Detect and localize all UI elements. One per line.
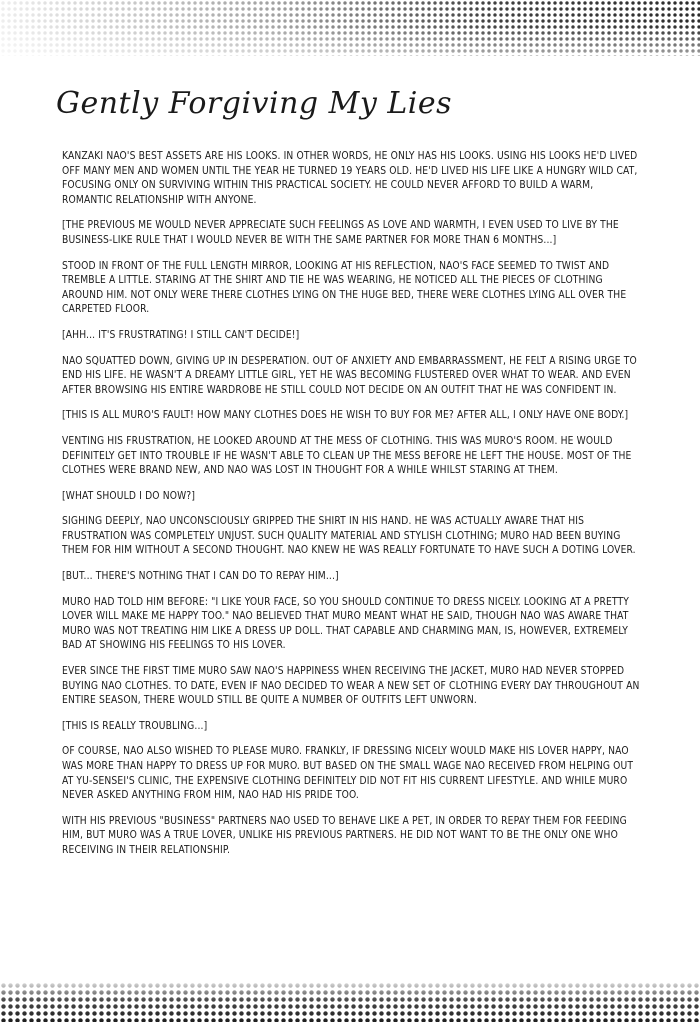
paragraph: KANZAKI NAO'S BEST ASSETS ARE HIS LOOKS. IN OTHER WORDS, HE ONLY HAS HIS LOOKS. USING HIS LOOKS HE'D LIVED OFF MANY MEN AND WOMEN UNTIL THE YEAR HE TURNED 19 YEARS OLD. HE'D LIVED HIS LIFE LIKE A HUNGRY WILD CAT, FOCUSING ONLY ON SURVIVING WITHIN THIS PRACTICAL SOCIETY. HE COULD NEVER AFFORD TO BUILD A WARM, ROMANTIC RELATIONSHIP WITH ANYONE. bbox=[62, 151, 638, 206]
paragraph: STOOD IN FRONT OF THE FULL LENGTH MIRROR, LOOKING AT HIS REFLECTION, NAO'S FACE SEEMED TO TWIST AND TREMBLE A LITTLE. STARING AT THE SHIRT AND TIE HE WAS WEARING, HE NOTICED ALL THE PIECES OF CLOTHING AROUND HIM. NOT ONLY WERE THERE CLOTHES LYING ON THE HUGE BED, THERE WERE CLOTHES LYING ALL OVER THE CARPETED FLOOR. bbox=[62, 260, 627, 316]
paragraph: MURO HAD TOLD HIM BEFORE: "I LIKE YOUR FACE, SO YOU SHOULD CONTINUE TO DRESS NICELY. LOOKING AT A PRETTY LOVER WILL MAKE ME HAPPY TOO." NAO BELIEVED THAT MURO MEANT WHAT HE SAID, THOUGH NAO WAS AWARE THAT MURO WAS NOT TREATING HIM LIKE A DRESS UP DOLL. THAT CAPABLE AND CHARMING MAN, IS, HOWEVER, EXTREMELY BAD AT SHOWING HIS FEELINGS TO HIS LOVER. bbox=[62, 596, 629, 652]
paragraph: SIGHING DEEPLY, NAO UNCONSCIOUSLY GRIPPED THE SHIRT IN HIS HAND. HE WAS ACTUALLY AWARE THAT HIS FRUSTRATION WAS COMPLETELY UNJUST. SUCH QUALITY MATERIAL AND STYLISH CLOTHING; MURO HAD BEEN BUYING THEM FOR HIM WITHOUT A SECOND THOUGHT. NAO KNEW HE WAS REALLY FORTUNATE TO HAVE SUCH A DOTING LOVER. bbox=[62, 516, 636, 557]
body-text bbox=[62, 150, 642, 870]
paragraph: EVER SINCE THE FIRST TIME MURO SAW NAO'S HAPPINESS WHEN RECEIVING THE JACKET, MURO HAD NEVER STOPPED BUYING NAO CLOTHES. TO DATE, EVEN IF NAO DECIDED TO WEAR A NEW SET OF CLOTHING EVERY DAY THROUGHOUT AN ENTIRE SEASON, THERE WOULD STILL BE QUITE A NUMBER OF OUTFITS LEFT UNWORN. bbox=[62, 666, 640, 707]
paragraph: VENTING HIS FRUSTRATION, HE LOOKED AROUND AT THE MESS OF CLOTHING. THIS WAS MURO'S ROOM. HE WOULD DEFINITELY GET INTO TROUBLE IF HE WASN'T ABLE TO CLEAN UP THE MESS BEFORE HE LEFT THE HOUSE. MOST OF THE CLOTHES WERE BRAND NEW, AND NAO WAS LOST IN THOUGHT FOR A WHILE WHILST STARING AT THEM. bbox=[62, 435, 632, 477]
paragraph: [AHH... IT'S FRUSTRATING! I STILL CAN'T DECIDE!] bbox=[62, 329, 300, 341]
paragraph: [THIS IS ALL MURO'S FAULT! HOW MANY CLOTHES DOES HE WISH TO BUY FOR ME? AFTER ALL, I ONLY HAVE ONE BODY.] bbox=[62, 410, 629, 422]
bottom-band-fade bbox=[0, 982, 700, 1022]
paragraph: [THIS IS REALLY TROUBLING...] bbox=[62, 720, 208, 732]
paragraph: [THE PREVIOUS ME WOULD NEVER APPRECIATE SUCH FEELINGS AS LOVE AND WARMTH, I EVEN USED TO LIVE BY THE BUSINESS-LIKE RULE THAT I WOULD NEVER BE WITH THE SAME PARTNER FOR MORE THAN 6 MONTHS...] bbox=[62, 220, 619, 246]
paragraph: [BUT... THERE'S NOTHING THAT I CAN DO TO REPAY HIM...] bbox=[62, 571, 339, 583]
paragraph: [WHAT SHOULD I DO NOW?] bbox=[62, 490, 196, 502]
paragraph: WITH HIS PREVIOUS "BUSINESS" PARTNERS NAO USED TO BEHAVE LIKE A PET, IN ORDER TO REPAY THEM FOR FEEDING HIM, BUT MURO WAS A TRUE LOVER, UNLIKE HIS PREVIOUS PARTNERS. HE DID NOT WANT TO BE THE ONLY ONE WHO RECEIVING IN THEIR RELATIONSHIP. bbox=[62, 815, 627, 856]
chapter-title: Gently Forgiving My Lies bbox=[56, 86, 453, 121]
paragraph: NAO SQUATTED DOWN, GIVING UP IN DESPERATION. OUT OF ANXIETY AND EMBARRASSMENT, HE FELT A RISING URGE TO END HIS LIFE. HE WASN'T A DREAMY LITTLE GIRL, YET HE WAS BECOMING FLUSTERED OVER WHAT TO WEAR. AND EVEN AFTER BROWSING HIS ENTIRE WARDROBE HE STILL COULD NOT DECIDE ON AN OUTFIT THAT HE WAS CONFIDENT IN. bbox=[62, 355, 637, 396]
paragraph: OF COURSE, NAO ALSO WISHED TO PLEASE MURO. FRANKLY, IF DRESSING NICELY WOULD MAKE HIS LOVER HAPPY, NAO WAS MORE THAN HAPPY TO DRESS UP FOR MURO. BUT BASED ON THE SMALL WAGE NAO RECEIVED FROM HELPING OUT AT YU-SENSEI'S CLINIC, THE EXPENSIVE CLOTHING DEFINITELY DID NOT FIT HIS CURRENT LIFESTYLE. AND WHILE MURO NEVER ASKED ANYTHING FROM HIM, NAO HAD HIS PRIDE TOO. bbox=[62, 746, 634, 802]
